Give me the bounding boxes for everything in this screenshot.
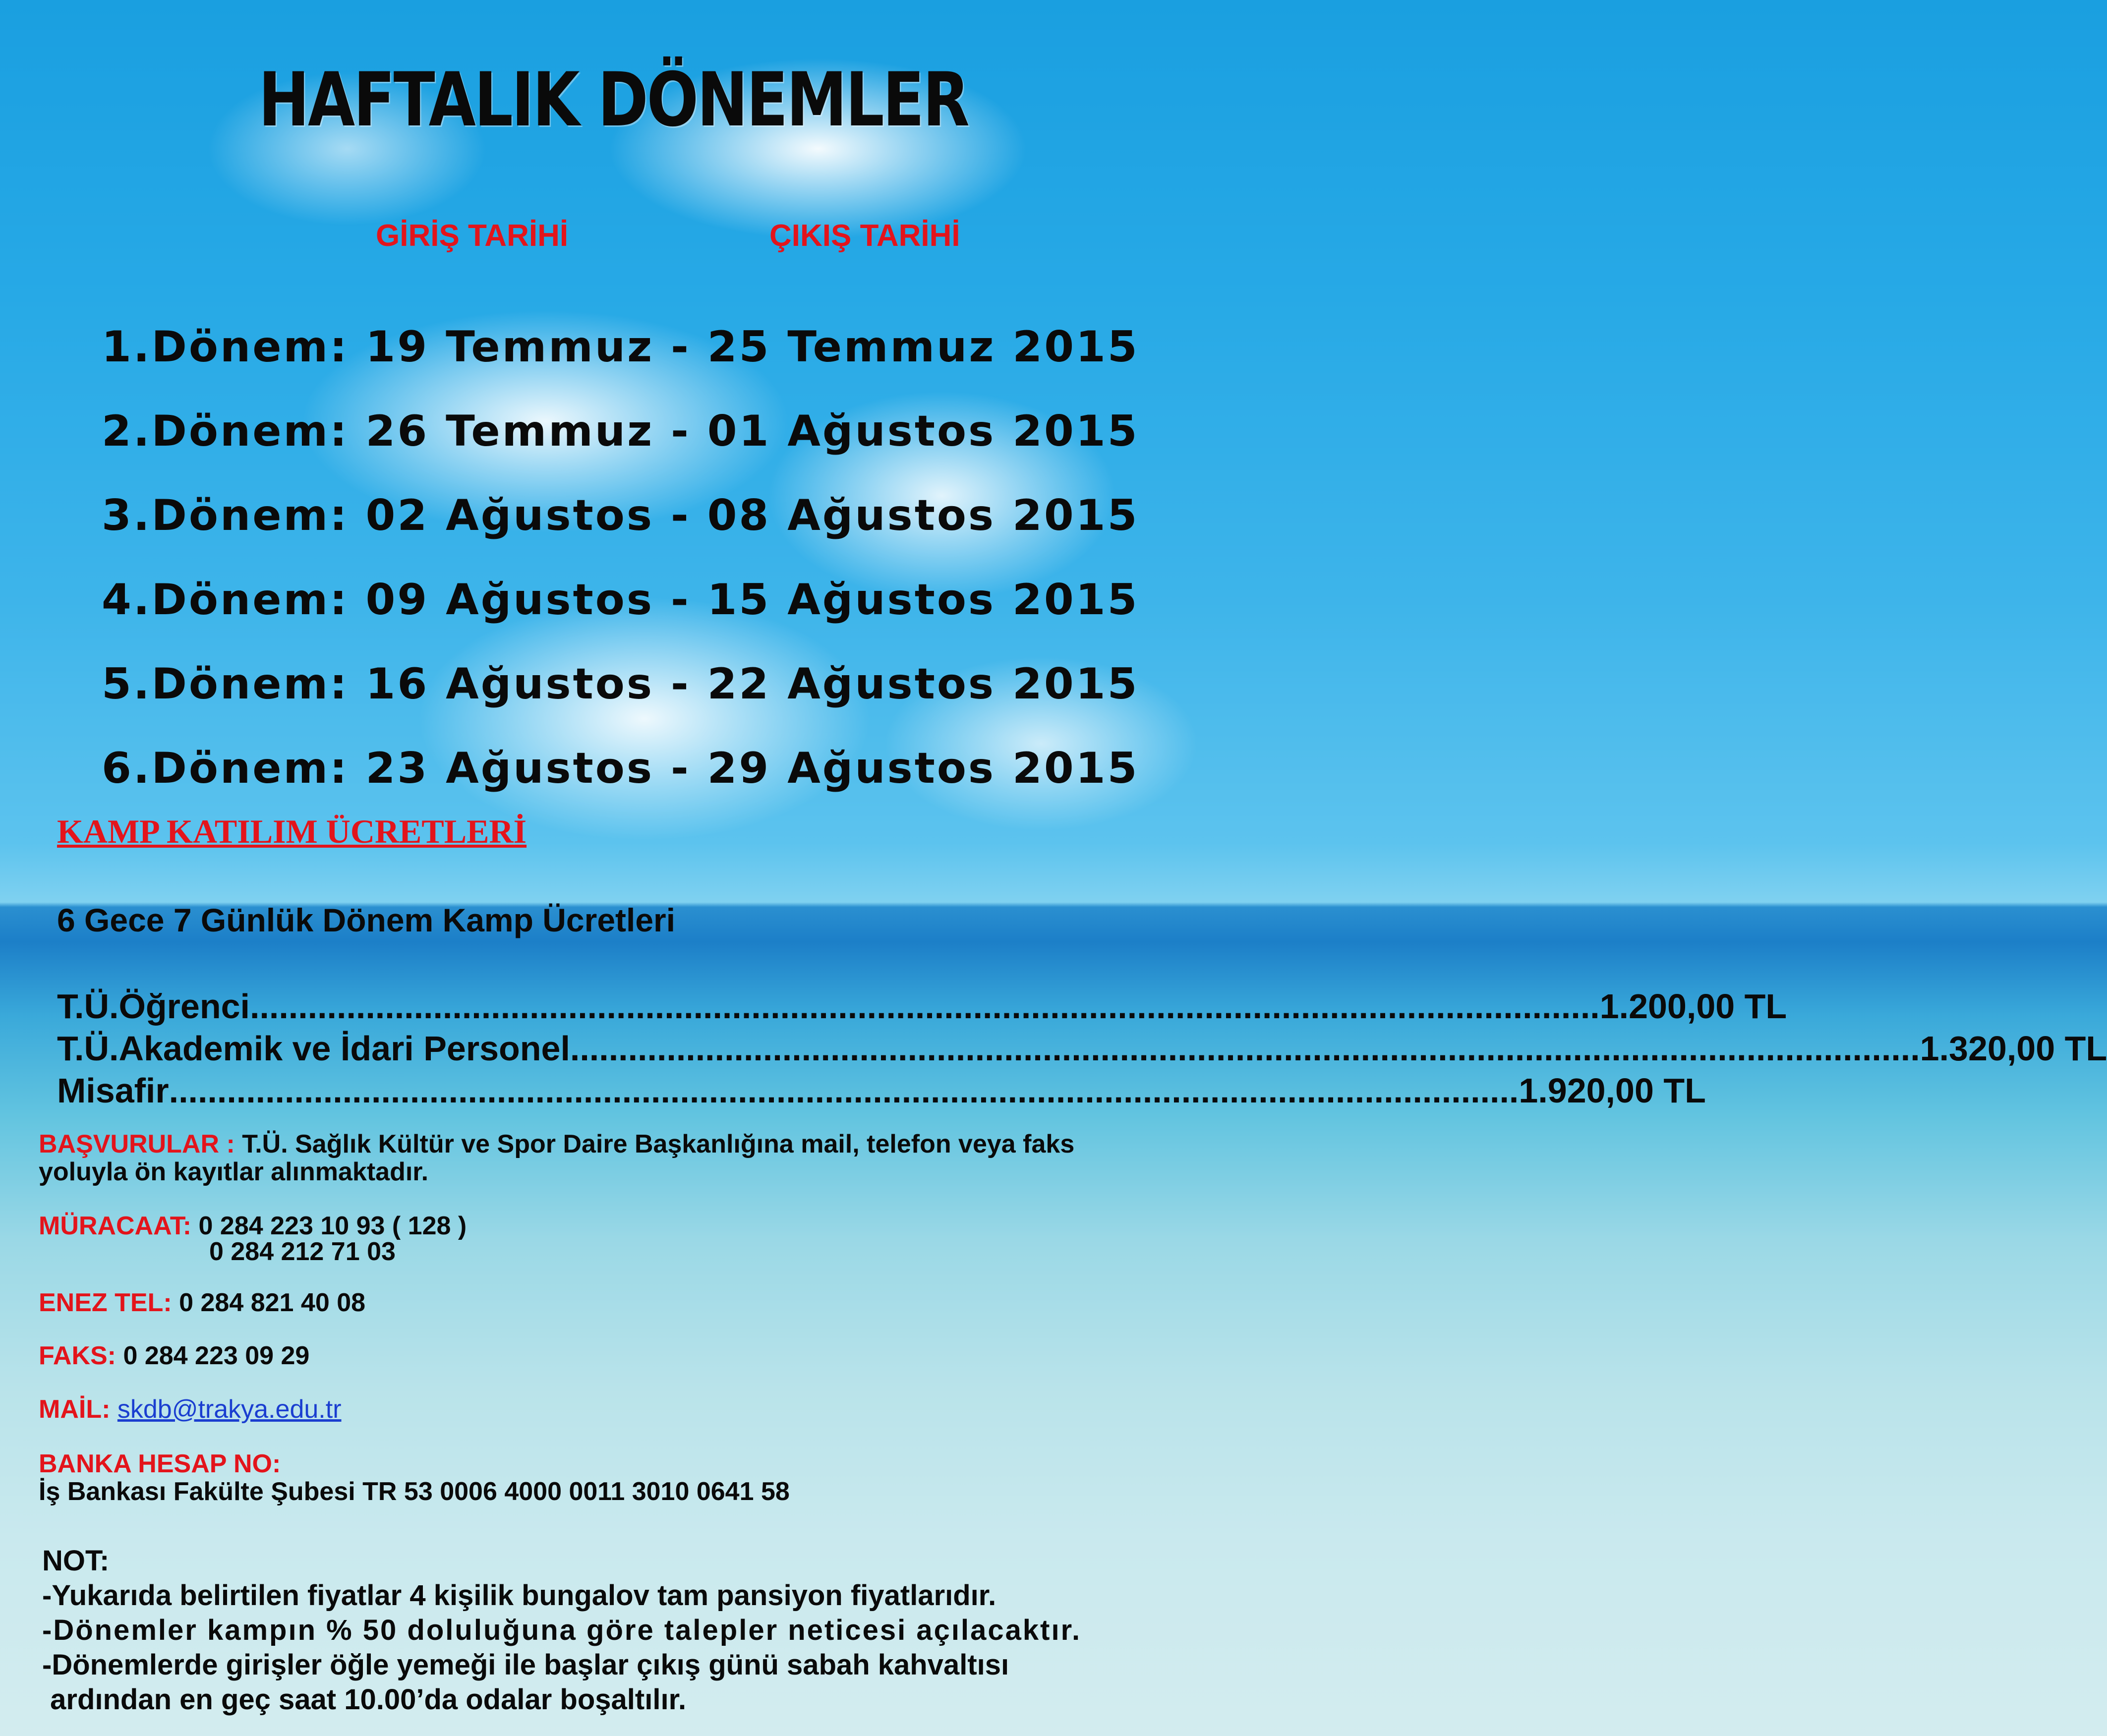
enez-phone-block bbox=[39, 1289, 365, 1317]
price-amount: 1.920,00 TL bbox=[1519, 1071, 1706, 1110]
enez-label: ENEZ TEL: bbox=[39, 1288, 172, 1317]
enez-phone: 0 284 821 40 08 bbox=[172, 1288, 366, 1317]
bank-label: BANKA HESAP NO: bbox=[39, 1449, 281, 1478]
fees-heading: KAMP KATILIM ÜCRETLERİ bbox=[57, 812, 527, 850]
price-amount: 1.200,00 TL bbox=[1599, 987, 1787, 1026]
applications-label: BAŞVURULAR : bbox=[39, 1130, 235, 1158]
note-line-2: -Dönemler kampın % 50 doluluğuna göre talepler neticesi açılacaktır. bbox=[42, 1614, 1082, 1646]
period-2: 2.Dönem: 26 Temmuz - 01 Ağustos 2015 bbox=[102, 406, 1139, 456]
entry-date-heading: GİRİŞ TARİHİ bbox=[376, 219, 569, 253]
period-3: 3.Dönem: 02 Ağustos - 08 Ağustos 2015 bbox=[102, 491, 1139, 540]
bank-block bbox=[39, 1450, 790, 1505]
period-6: 6.Dönem: 23 Ağustos - 29 Ağustos 2015 bbox=[102, 744, 1139, 793]
dot-leader: ............................................................................................................................................ bbox=[570, 1029, 1920, 1068]
mail-block bbox=[39, 1395, 342, 1423]
mail-label: MAİL: bbox=[39, 1395, 111, 1424]
exit-date-heading: ÇIKIŞ TARİHİ bbox=[769, 219, 960, 253]
note-line-4: ardından en geç saat 10.00’da odalar boşaltılır. bbox=[42, 1683, 687, 1716]
fax-label: FAKS: bbox=[39, 1341, 116, 1370]
period-4: 4.Dönem: 09 Ağustos - 15 Ağustos 2015 bbox=[102, 575, 1139, 625]
price-label: Misafir bbox=[57, 1071, 169, 1110]
note-line-1: -Yukarıda belirtilen fiyatlar 4 kişilik bungalov tam pansiyon fiyatlarıdır. bbox=[42, 1579, 996, 1612]
applications-block bbox=[39, 1130, 1194, 1186]
muracaat-phone-2: 0 284 212 71 03 bbox=[209, 1237, 396, 1266]
applications-text-2: yoluyla ön kayıtlar alınmaktadır. bbox=[39, 1157, 429, 1186]
mail-link[interactable]: skdb@trakya.edu.tr bbox=[117, 1395, 342, 1424]
applications-text: T.Ü. Sağlık Kültür ve Spor Daire Başkanlığına mail, telefon veya faks bbox=[234, 1130, 1075, 1158]
price-amount: 1.320,00 TL bbox=[1920, 1029, 2107, 1068]
price-label: T.Ü.Akademik ve İdari Personel bbox=[57, 1029, 570, 1068]
dot-leader: ............................................................................................................................................ bbox=[249, 987, 1600, 1026]
price-row-student bbox=[57, 986, 1787, 1026]
fees-subtitle: 6 Gece 7 Günlük Dönem Kamp Ücretleri bbox=[57, 902, 676, 938]
price-row-guest bbox=[57, 1071, 1706, 1110]
page-title: HAFTALIK DÖNEMLER bbox=[258, 57, 968, 143]
note-line-3: -Dönemlerde girişler öğle yemeği ile başlar çıkış günü sabah kahvaltısı bbox=[42, 1649, 1009, 1681]
muracaat-phone-1: 0 284 223 10 93 ( 128 ) bbox=[191, 1212, 467, 1240]
price-label: T.Ü.Öğrenci bbox=[57, 987, 250, 1026]
muracaat-label: MÜRACAAT: bbox=[39, 1212, 192, 1240]
note-label: NOT: bbox=[42, 1545, 110, 1577]
fax-number: 0 284 223 09 29 bbox=[116, 1341, 310, 1370]
muracaat-block bbox=[39, 1212, 467, 1240]
dot-leader: ............................................................................................................................................ bbox=[169, 1071, 1519, 1110]
period-1: 1.Dönem: 19 Temmuz - 25 Temmuz 2015 bbox=[102, 322, 1139, 372]
bank-account: İş Bankası Fakülte Şubesi TR 53 0006 4000 0011 3010 0641 58 bbox=[39, 1477, 790, 1506]
period-5: 5.Dönem: 16 Ağustos - 22 Ağustos 2015 bbox=[102, 659, 1139, 709]
price-row-staff bbox=[57, 1029, 2107, 1068]
fax-block bbox=[39, 1342, 309, 1370]
